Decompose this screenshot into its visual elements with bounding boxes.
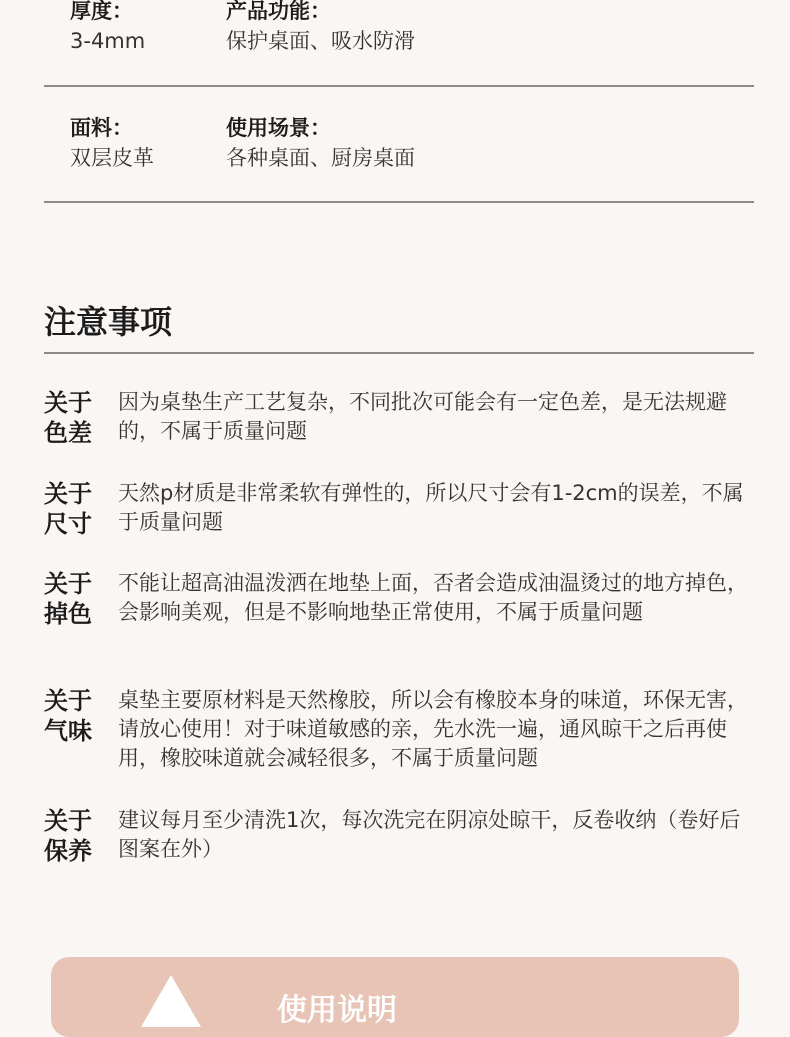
notice-label-line1: 关于 (44, 389, 92, 417)
notice-label-line1: 关于 (44, 480, 92, 508)
notice-label-line1: 关于 (44, 687, 92, 715)
spec-label-scenario: 使用场景： (226, 116, 331, 140)
section-title: 注意事项 (44, 303, 173, 341)
notice-label (44, 806, 104, 866)
notice-label (44, 686, 104, 746)
notice-label-line2: 尺寸 (44, 510, 92, 538)
spec-value-function: 保护桌面、吸水防滑 (226, 29, 415, 53)
spec-label-function: 产品功能： (226, 0, 331, 23)
spec-value-thickness: 3-4mm (70, 29, 146, 53)
notice-label-line1: 关于 (44, 807, 92, 835)
notice-text: 建议每月至少清洗1次，每次洗完在阴凉处晾干，反卷收纳（卷好后图案在外） (118, 808, 741, 861)
instructions-title: 使用说明 (277, 993, 397, 1028)
notice-label (44, 388, 104, 448)
notice-label-line2: 气味 (44, 717, 92, 745)
instructions-card (51, 957, 739, 1037)
notice-text: 天然p材质是非常柔软有弹性的，所以尺寸会有1-2cm的误差，不属于质量问题 (118, 481, 744, 534)
notice-label-line1: 关于 (44, 570, 92, 598)
notice-label-line2: 色差 (44, 419, 92, 447)
notice-label-line2: 保养 (44, 837, 92, 865)
notice-label (44, 479, 104, 539)
spec-value-scenario: 各种桌面、厨房桌面 (226, 146, 415, 170)
notice-text: 因为桌垫生产工艺复杂，不同批次可能会有一定色差，是无法规避的，不属于质量问题 (118, 390, 727, 443)
notice-text: 桌垫主要原材料是天然橡胶，所以会有橡胶本身的味道，环保无害，请放心使用！对于味道敏感的亲，先水洗一遍，通风晾干之后再使用，橡胶味道就会减轻很多，不属于质量问题 (118, 688, 748, 770)
notice-text: 不能让超高油温泼洒在地垫上面，否者会造成油温烫过的地方掉色，会影响美观，但是不影响地垫正常使用，不属于质量问题 (118, 571, 748, 624)
spec-label-thickness: 厚度： (70, 0, 133, 23)
section-divider (44, 352, 754, 354)
notice-label (44, 569, 104, 629)
divider (44, 85, 754, 87)
notice-label-line2: 掉色 (44, 600, 92, 628)
spec-value-material: 双层皮革 (70, 146, 154, 170)
spec-label-material: 面料： (70, 116, 133, 140)
warning-triangle-icon (141, 975, 201, 1027)
divider (44, 201, 754, 203)
